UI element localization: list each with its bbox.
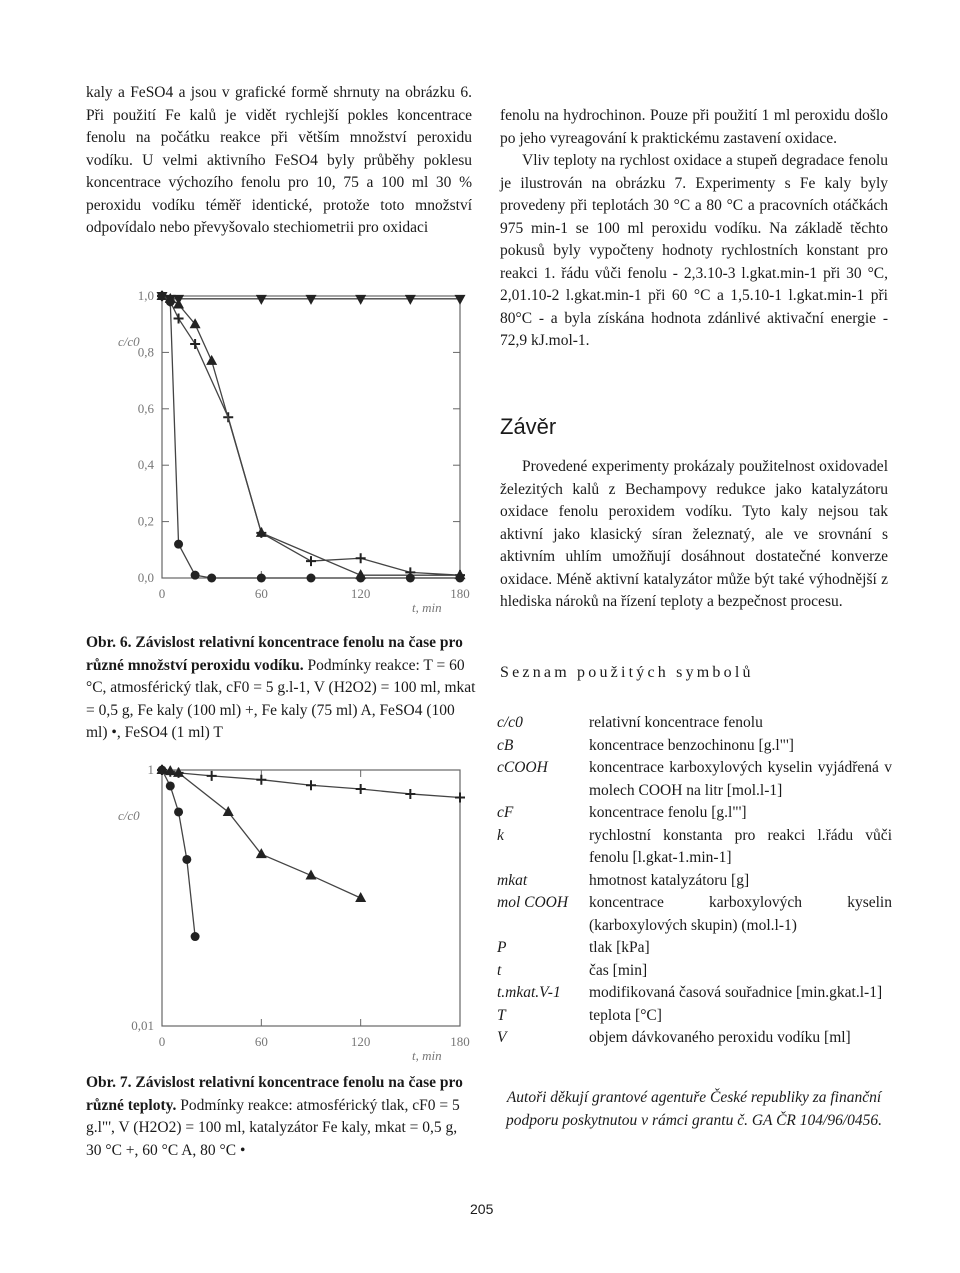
fig7-y-axis-label: c/c0 bbox=[118, 808, 140, 823]
fig6-series-line-2 bbox=[162, 296, 460, 575]
fig7-circle-marker bbox=[174, 807, 183, 816]
fig7-x-tick-label: 120 bbox=[350, 1034, 371, 1049]
fig6-plus-marker bbox=[356, 553, 366, 563]
fig6-circle-marker bbox=[174, 540, 183, 549]
symbol-name: cB bbox=[497, 736, 514, 754]
figure-7-caption bbox=[86, 1072, 476, 1162]
fig6-inverted-triangle-marker bbox=[355, 295, 366, 305]
symbol-row bbox=[497, 892, 892, 937]
symbol-row bbox=[497, 735, 892, 758]
fig6-x-axis-label: t, min bbox=[412, 600, 442, 615]
fig7-circle-marker bbox=[158, 766, 167, 775]
symbol-description: koncentrace fenolu [g.l"'] bbox=[589, 804, 747, 821]
symbol-row bbox=[497, 1027, 892, 1050]
figure-6-chart bbox=[100, 290, 472, 630]
fig6-circle-marker bbox=[307, 574, 316, 583]
fig7-circle-marker bbox=[182, 855, 191, 864]
symbol-name: mkat bbox=[497, 871, 528, 889]
figure-6-caption bbox=[86, 632, 476, 745]
symbol-description: rychlostní konstanta pro reakci l.řádu vůči fenolu [l.gkat-1.min-1] bbox=[589, 826, 892, 866]
right-paragraph-2: Vliv teploty na rychlost oxidace a stupeň degradace fenolu je ilustrován na obrázku 7. Experimenty s Fe kaly byly provedeny při teplotách 30 °C a 80 °C a pracovních otáčkách 975 min-1 se 100 ml peroxidu vodíku. Na základě těchto pokusů byly vypočteny hodnoty rychlostních konstant pro reakci 1. řádu vůči fenolu - 2,3.10-3 l.gkat.min-1 při 30 °C, 2,01.10-2 l.gkat.min-1 při 60 °C a 1,5.10-1 l.gkat.min-1 při 80°C - a byla získána hodnota zdánlivé aktivační energie - 72,9 kJ.mol-1. bbox=[500, 152, 888, 349]
symbol-row bbox=[497, 1005, 892, 1028]
fig7-plus-marker bbox=[356, 784, 366, 794]
right-column bbox=[500, 105, 888, 353]
symbol-description: koncentrace benzochinonu [g.l"'] bbox=[589, 736, 794, 754]
symbol-row bbox=[497, 870, 892, 893]
symbol-name: mol COOH bbox=[497, 894, 569, 911]
fig6-circle-marker bbox=[257, 574, 266, 583]
fig7-plus-marker bbox=[455, 792, 465, 802]
symbol-row bbox=[497, 825, 892, 870]
fig6-circle-marker bbox=[356, 574, 365, 583]
figure-7-label: Obr. 7. bbox=[86, 1074, 132, 1091]
symbol-description: relativní koncentrace fenolu bbox=[589, 714, 763, 731]
symbol-name: P bbox=[497, 939, 507, 956]
fig6-plus-marker bbox=[190, 339, 200, 349]
symbol-row bbox=[497, 802, 892, 825]
figure-6-title: Závislost relativní koncentrace fenolu na čase pro různé množství peroxidu vodíku. bbox=[86, 634, 463, 674]
symbol-name: cF bbox=[497, 804, 514, 821]
acknowledgement: Autoři děkují grantové agentuře České republiky za finanční podporu poskytnutou v rámci grantu č. GA ČR 104/96/0456. bbox=[506, 1089, 882, 1129]
fig7-x-tick-label: 60 bbox=[254, 1034, 268, 1049]
fig6-inverted-triangle-marker bbox=[256, 295, 267, 305]
fig6-x-tick-label: 120 bbox=[350, 586, 371, 601]
fig7-series-line-2 bbox=[162, 770, 361, 898]
fig7-x-tick-label: 0 bbox=[158, 1034, 166, 1049]
page-number: 205 bbox=[470, 1201, 494, 1217]
fig6-circle-marker bbox=[207, 574, 216, 583]
fig7-plus-marker bbox=[207, 771, 217, 781]
fig7-y-tick-label: 0,01 bbox=[131, 1018, 154, 1033]
symbol-description: teplota [°C] bbox=[589, 1006, 662, 1024]
fig6-y-tick-label: 1,0 bbox=[137, 288, 154, 303]
fig7-x-axis-label: t, min bbox=[412, 1048, 442, 1063]
fig7-plus-marker bbox=[256, 775, 266, 785]
fig6-y-axis-label: c/c0 bbox=[118, 334, 140, 349]
fig6-inverted-triangle-marker bbox=[306, 295, 317, 305]
fig6-plus-marker bbox=[174, 314, 184, 324]
fig6-y-tick-label: 0,2 bbox=[137, 513, 154, 529]
fig6-x-tick-label: 60 bbox=[254, 586, 268, 601]
symbol-name: T bbox=[497, 1006, 506, 1024]
symbol-description: čas [min] bbox=[589, 961, 648, 979]
fig6-y-tick-label: 0,4 bbox=[137, 457, 154, 473]
symbol-name: V bbox=[497, 1029, 507, 1046]
fig6-series-line-1 bbox=[162, 296, 460, 575]
symbol-description: modifikovaná časová souřadnice [min.gkat.l-1] bbox=[589, 984, 883, 1001]
symbol-description: objem dávkovaného peroxidu vodíku [ml] bbox=[589, 1029, 851, 1046]
fig7-series-line-3 bbox=[162, 770, 195, 937]
fig7-plus-marker bbox=[306, 780, 316, 790]
symbol-row bbox=[497, 982, 892, 1005]
fig6-y-tick-label: 0,8 bbox=[137, 344, 154, 360]
left-column bbox=[86, 82, 472, 240]
fig7-circle-marker bbox=[166, 781, 175, 790]
fig6-circle-marker bbox=[191, 571, 200, 580]
figure-6-conditions: Podmínky reakce: T = 60 °C, atmosférický tlak, cF0 = 5 g.l-1, V (H2O2) = 100 ml, mkat = 0,5 g, Fe kaly (100 ml) +, Fe kaly (75 ml) A, FeSO4 (100 ml) •, FeSO4 (1 ml) T bbox=[86, 656, 476, 741]
symbol-name: c/c0 bbox=[497, 714, 523, 731]
symbol-description: tlak [kPa] bbox=[589, 939, 650, 956]
fig7-triangle-marker bbox=[355, 892, 366, 902]
fig6-y-tick-label: 0,6 bbox=[137, 400, 154, 416]
fig7-plot-frame bbox=[162, 770, 460, 1026]
fig6-series-line-3 bbox=[162, 296, 460, 578]
fig6-inverted-triangle-marker bbox=[405, 295, 416, 305]
fig7-triangle-marker bbox=[223, 806, 234, 816]
symbol-name: k bbox=[497, 826, 504, 844]
figure-6-label: Obr. 6. bbox=[86, 634, 132, 651]
symbol-name: cCOOH bbox=[497, 759, 548, 776]
symbol-name: t.mkat.V-1 bbox=[497, 984, 561, 1001]
fig6-inverted-triangle-marker bbox=[455, 295, 466, 305]
symbol-description: koncentrace karboxylových kyselin vyjádřená v molech COOH na litr [mol.l-1] bbox=[589, 759, 892, 799]
fig7-y-tick-label: 1 bbox=[147, 762, 154, 777]
fig6-circle-marker bbox=[406, 574, 415, 583]
fig6-plus-marker bbox=[306, 556, 316, 566]
fig7-plus-marker bbox=[405, 789, 415, 799]
symbol-description: hmotnost katalyzátoru [g] bbox=[589, 871, 750, 889]
symbol-row bbox=[497, 712, 892, 735]
fig7-x-tick-label: 180 bbox=[450, 1034, 470, 1049]
figure-7-title: Závislost relativní koncentrace fenolu na čase pro různé teploty. bbox=[86, 1074, 463, 1114]
conclusion-paragraph: Provedené experimenty prokázaly použitelnost oxidovadel železitých kalů z Bechampovy redukce jako katalyzátoru oxidace fenolu peroxidem vodíku. Tyto kaly nejsou tak aktivní jako klasický síran železnatý, ale ve srovnání s aktivním uhlím umožňují dosáhnout dostatečné konverze oxidace. Méně aktivní katalyzátor může být také výhodnější z hlediska nároků na řízení teploty a bezpečnost procesu. bbox=[500, 458, 888, 610]
fig7-circle-marker bbox=[191, 932, 200, 941]
fig6-inverted-triangle-marker bbox=[173, 295, 184, 305]
symbols-title: Seznam použitých symbolů bbox=[500, 664, 754, 681]
right-paragraph-1: fenolu na hydrochinon. Pouze při použití 1 ml peroxidu došlo po jeho vyreagování k praktickému zastavení oxidace. bbox=[500, 107, 888, 147]
fig6-circle-marker bbox=[456, 574, 465, 583]
symbols-table bbox=[497, 712, 892, 1050]
fig6-x-tick-label: 0 bbox=[158, 586, 166, 601]
fig6-x-tick-label: 180 bbox=[450, 586, 470, 601]
figure-7-chart bbox=[100, 760, 472, 1070]
fig6-triangle-marker bbox=[206, 355, 217, 365]
left-paragraph: kaly a FeSO4 a jsou v grafické formě shrnuty na obrázku 6. Při použití Fe kalů je vidět rychlejší pokles koncentrace fenolu na počátku reakce při větším množství peroxidu vodíku. U velmi aktivního FeSO4 byly průběhy poklesu koncentrace výchozího fenolu pro 10, 75 a 100 ml 30 % peroxidu vodíku téměř identické, protože toto množství odpovídalo nebo převyšovalo stechiometrii pro oxidaci bbox=[86, 84, 472, 236]
symbol-row bbox=[497, 937, 892, 960]
fig6-plot-frame bbox=[162, 296, 460, 578]
symbol-row bbox=[497, 960, 892, 983]
section-heading: Závěr bbox=[500, 414, 557, 439]
symbol-description: koncentrace karboxylových kyselin (karboxylových skupin) (mol.l-1) bbox=[589, 894, 892, 934]
symbol-row bbox=[497, 757, 892, 802]
fig6-y-tick-label: 0,0 bbox=[137, 570, 154, 585]
figure-7-conditions: Podmínky reakce: atmosférický tlak, cF0 = 5 g.l"', V (H2O2) = 100 ml, katalyzátor Fe kaly, mkat = 0,5 g, 30 °C +, 60 °C A, 80 °C • bbox=[86, 1096, 460, 1159]
symbol-name: t bbox=[497, 961, 502, 979]
